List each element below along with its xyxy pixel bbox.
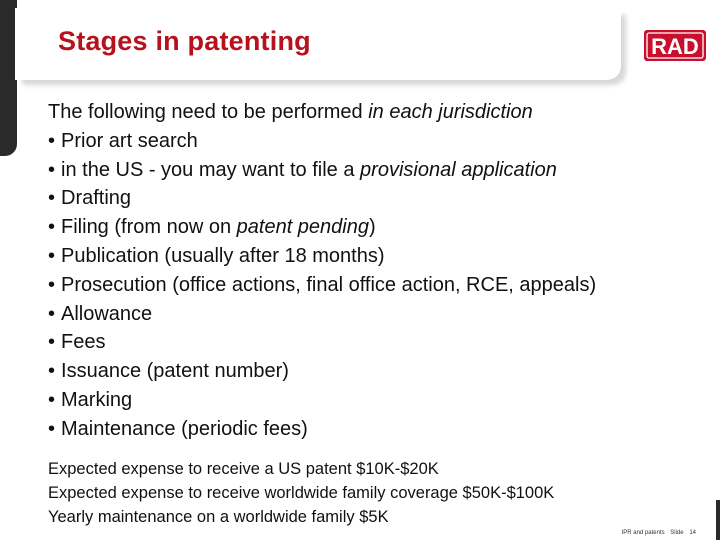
- bullet-text: ): [368, 216, 376, 239]
- bullet-marker: •: [48, 331, 56, 354]
- intro-emphasis: in each jurisdiction: [368, 101, 533, 123]
- bullet-item: [48, 328, 708, 357]
- rad-logo: [644, 30, 706, 61]
- bullet-item: [48, 271, 708, 300]
- bullet-text: Prosecution (office actions, final office action, RCE, appeals): [61, 273, 597, 296]
- footer-slide-number: 14: [689, 530, 696, 536]
- slide-title: Stages in patenting: [58, 26, 311, 56]
- expense-notes: [48, 457, 668, 529]
- expense-line-us: Expected expense to receive a US patent $10K-$20K: [48, 460, 439, 478]
- bullet-item: [48, 184, 708, 213]
- bullet-marker: •: [48, 302, 56, 325]
- corner-accent-bar: [716, 500, 720, 540]
- bullet-marker: •: [48, 360, 56, 383]
- bullet-text: Maintenance (periodic fees): [61, 417, 308, 440]
- bullet-list: [48, 127, 708, 444]
- intro-prefix: The following need to be performed: [48, 101, 369, 123]
- bullet-text: patent pending: [236, 216, 369, 239]
- bullet-item: [48, 357, 708, 386]
- bullet-marker: •: [48, 187, 56, 210]
- bullet-marker: •: [48, 244, 56, 267]
- footer-topic: IPR and patents: [621, 530, 665, 536]
- bullet-text: Allowance: [61, 302, 153, 325]
- intro-line: [48, 98, 708, 127]
- bullet-marker: •: [48, 388, 56, 411]
- bullet-text: Drafting: [61, 187, 132, 210]
- expense-line-maintenance: Yearly maintenance on a worldwide family $5K: [48, 508, 389, 526]
- bullet-item: [48, 415, 708, 444]
- bullet-item: [48, 156, 708, 185]
- footer-slide-label: Slide: [670, 530, 684, 536]
- slide-body: [48, 98, 708, 444]
- expense-line-worldwide: Expected expense to receive worldwide family coverage $50K-$100K: [48, 484, 555, 502]
- bullet-marker: •: [48, 273, 56, 296]
- bullet-marker: •: [48, 158, 56, 181]
- bullet-text: Prior art search: [61, 129, 198, 152]
- bullet-item: [48, 300, 708, 329]
- bullet-marker: •: [48, 216, 56, 239]
- bullet-item: [48, 127, 708, 156]
- bullet-text: Issuance (patent number): [61, 360, 289, 383]
- bullet-text: provisional application: [360, 158, 557, 181]
- bullet-item: [48, 386, 708, 415]
- bullet-text: Marking: [61, 388, 133, 411]
- bullet-marker: •: [48, 129, 56, 152]
- bullet-text: Publication (usually after 18 months): [61, 244, 385, 267]
- slide-footer: [618, 530, 696, 536]
- bullet-text: Filing (from now on: [61, 216, 237, 239]
- bullet-text: Fees: [61, 331, 106, 354]
- bullet-item: [48, 213, 708, 242]
- bullet-marker: •: [48, 417, 56, 440]
- bullet-item: [48, 242, 708, 271]
- logo-text: RAD: [651, 34, 699, 59]
- bullet-text: in the US - you may want to file a: [61, 158, 361, 181]
